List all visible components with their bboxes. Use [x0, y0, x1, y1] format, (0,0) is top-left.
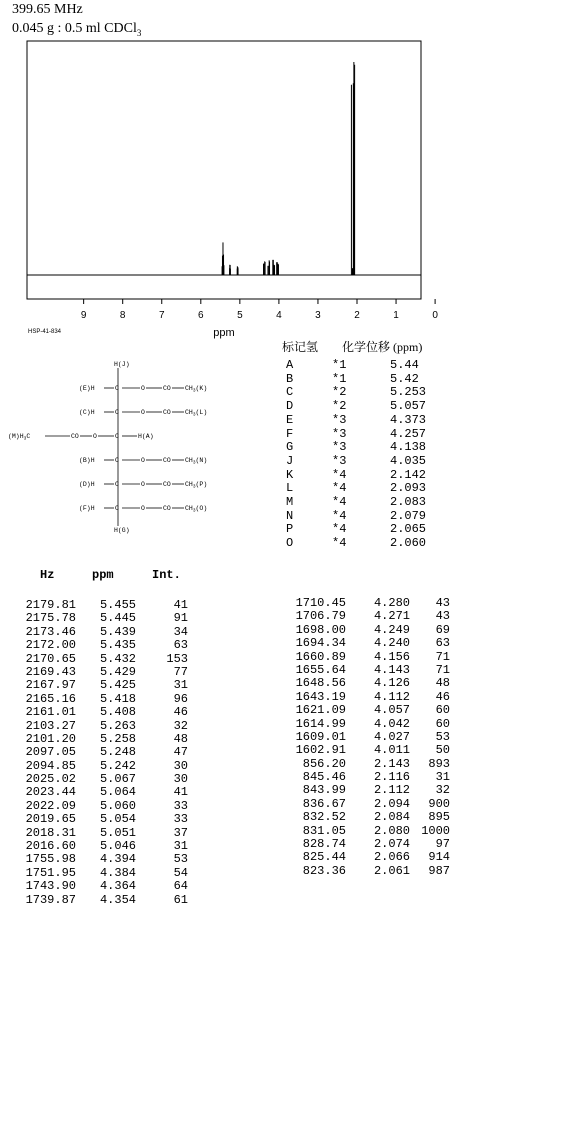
x-tick-label: 9: [80, 310, 87, 321]
label-hj: H(J): [114, 361, 130, 368]
peak-hz: 2094.85: [25, 758, 76, 773]
header-ppm: ppm: [92, 568, 114, 582]
peak-row: [0, 678, 200, 691]
peak-hz: 2175.78: [25, 611, 76, 626]
peak-hz: 856.20: [302, 756, 346, 771]
peak-row: [0, 598, 200, 611]
peak-row: [270, 864, 450, 877]
header-hz: Hz: [40, 568, 55, 582]
assignment-group: *3: [332, 440, 347, 455]
peak-hz: 2101.20: [25, 731, 76, 746]
peak-int: 71: [435, 662, 450, 677]
label-k: (K): [195, 385, 208, 392]
m-carbon: C: [26, 433, 31, 440]
group-co-c: CO: [163, 409, 171, 416]
assignment-shift: 2.060: [390, 536, 427, 551]
peak-ppm: 5.429: [99, 664, 136, 679]
peak-int: 48: [435, 676, 450, 691]
assignment-header-proton: 标记氢: [282, 340, 319, 354]
peak-row: [270, 663, 450, 676]
peak-row: [0, 719, 200, 732]
peak-row: [270, 810, 450, 823]
peak-ppm: 4.249: [373, 622, 410, 637]
peak-ppm: 5.263: [99, 718, 136, 733]
assignment-label: G: [286, 440, 294, 455]
atom-o-m: O: [93, 433, 97, 440]
peak-int: 54: [173, 865, 188, 880]
assignment-header-shift: 化学位移 (ppm): [342, 340, 423, 354]
assignment-label: F: [286, 426, 294, 441]
peak-hz: 2169.43: [25, 664, 76, 679]
assignment-group: *1: [332, 371, 347, 386]
x-tick-label: 1: [393, 310, 399, 321]
group-h3c-m: [8, 433, 30, 442]
peak-hz: 2172.00: [25, 638, 76, 653]
ch-text: CH: [185, 481, 193, 488]
peak-row: [0, 611, 200, 624]
peak-int: 71: [435, 649, 450, 664]
peak-ppm: 4.354: [99, 892, 136, 907]
label-o: (O): [195, 505, 208, 512]
peak-int: 60: [435, 703, 450, 718]
group-ch3-p: [185, 481, 207, 490]
assignment-shift: 5.057: [390, 399, 427, 414]
peak-ppm: 5.425: [99, 678, 136, 693]
peak-row: [270, 757, 450, 770]
atom-c-f: C: [115, 505, 119, 512]
assignment-label: K: [286, 467, 294, 482]
group-co-d: CO: [163, 481, 171, 488]
assignment-group: *4: [332, 522, 347, 537]
peak-int: 895: [428, 810, 450, 825]
peak-hz: 1643.19: [295, 689, 346, 704]
peak-row: [0, 785, 200, 798]
peak-ppm: 2.112: [373, 783, 410, 798]
peak-int: 31: [173, 839, 188, 854]
atom-o-c: O: [141, 409, 145, 416]
peak-row: [0, 625, 200, 638]
peak-int: 30: [173, 772, 188, 787]
peak-hz: 845.46: [302, 770, 346, 785]
peak-hz: 2167.97: [25, 678, 76, 693]
assignment-shift: 5.42: [390, 371, 419, 386]
peak-row: [270, 743, 450, 756]
group-ch3-o: [185, 505, 207, 514]
group-ch3-k: [185, 385, 207, 394]
peak-row: [270, 703, 450, 716]
peak-int: 77: [173, 664, 188, 679]
label-n: (N): [195, 457, 208, 464]
peak-row: [270, 596, 450, 609]
peak-row: [0, 772, 200, 785]
peak-row: [0, 665, 200, 678]
assignment-group: *4: [332, 536, 347, 551]
label-m: (M)H: [8, 433, 24, 440]
peak-row: [0, 652, 200, 665]
peak-ppm: 5.435: [99, 638, 136, 653]
peak-int: 50: [435, 743, 450, 758]
peak-hz: 1648.56: [295, 676, 346, 691]
peak-hz: 1614.99: [295, 716, 346, 731]
peak-hz: 1710.45: [295, 596, 346, 610]
peak-ppm: 5.242: [99, 758, 136, 773]
peak-ppm: 5.248: [99, 745, 136, 760]
atom-o-b: O: [141, 457, 145, 464]
peak-ppm: 5.432: [99, 651, 136, 666]
peak-ppm: 2.061: [373, 863, 410, 878]
atom-c-e: C: [115, 385, 119, 392]
group-ch3-n: [185, 457, 207, 466]
x-tick-label: 8: [119, 310, 126, 321]
x-tick-label: 0: [432, 310, 438, 321]
x-tick-label: 7: [158, 310, 165, 321]
peak-ppm: 4.011: [373, 743, 410, 758]
assignment-shift: 2.093: [390, 481, 427, 496]
peak-ppm: 2.116: [373, 770, 410, 785]
assignment-shift: 2.142: [390, 467, 427, 482]
peak-row: [0, 692, 200, 705]
assignment-shift: 2.079: [390, 508, 427, 523]
peak-int: 33: [173, 812, 188, 827]
peak-hz: 2016.60: [25, 839, 76, 854]
label-d: (D)H: [79, 481, 95, 488]
peak-hz: 1739.87: [25, 892, 76, 907]
peak-int: 900: [428, 796, 450, 811]
peak-ppm: 4.112: [373, 689, 410, 704]
peak-ppm: 5.067: [99, 772, 136, 787]
peak-hz: 1660.89: [295, 649, 346, 664]
assignment-shift: 4.257: [390, 426, 427, 441]
atom-c-d: C: [115, 481, 119, 488]
x-tick-label: 3: [315, 310, 321, 321]
peak-ppm: 2.094: [373, 796, 410, 811]
group-co-f: CO: [163, 505, 171, 512]
assignment-label: D: [286, 399, 294, 414]
assignment-group: *3: [332, 453, 347, 468]
peak-row: [270, 730, 450, 743]
peak-row: [270, 717, 450, 730]
peak-int: 47: [173, 745, 188, 760]
assignment-group: *2: [332, 399, 347, 414]
sub-3: 3: [192, 484, 196, 490]
atom-c-b: C: [115, 457, 119, 464]
assignment-shift: 5.253: [390, 385, 427, 400]
assignment-label: M: [286, 495, 294, 509]
atom-c-c: C: [115, 409, 119, 416]
assignment-label: L: [286, 481, 294, 496]
x-tick-label: 2: [354, 310, 360, 321]
peak-hz: 2165.16: [25, 691, 76, 706]
peak-ppm: 5.051: [99, 825, 136, 840]
peak-ppm: 5.408: [99, 705, 136, 720]
assignment-label: O: [286, 536, 294, 551]
peak-hz: 2170.65: [25, 651, 76, 666]
peak-row: [0, 852, 200, 865]
peak-row: [0, 745, 200, 758]
peak-row: [270, 609, 450, 622]
peak-int: 46: [435, 689, 450, 704]
sub-3: 3: [192, 388, 196, 394]
group-co-b: CO: [163, 457, 171, 464]
peak-int: 43: [435, 596, 450, 610]
peak-int: 31: [173, 678, 188, 693]
peak-ppm: 4.394: [99, 852, 136, 867]
peak-row: [270, 783, 450, 796]
x-tick-label: 6: [198, 310, 204, 321]
ch-text: CH: [185, 457, 193, 464]
label-l: (L): [195, 409, 208, 416]
peak-int: 63: [173, 638, 188, 653]
peak-row: [270, 623, 450, 636]
peak-row: [0, 866, 200, 879]
peak-int: 914: [428, 850, 450, 865]
assignment-group: *4: [332, 481, 347, 496]
peak-hz: 1751.95: [25, 865, 76, 880]
peak-int: 64: [173, 879, 188, 894]
assignment-shift: 4.035: [390, 453, 427, 468]
assignment-group: *3: [332, 412, 347, 427]
peak-row: [270, 690, 450, 703]
peak-row: [270, 636, 450, 649]
peak-ppm: 2.143: [373, 756, 410, 771]
peak-int: 60: [435, 716, 450, 731]
atom-c-a: C: [115, 433, 119, 440]
peak-hz: 1706.79: [295, 609, 346, 624]
x-axis-label: ppm: [213, 327, 235, 339]
assignment-group: *4: [332, 495, 347, 509]
peak-ppm: 4.280: [373, 596, 410, 610]
peak-row: [270, 837, 450, 850]
peak-row: [0, 893, 200, 906]
peak-int: 53: [173, 852, 188, 867]
atom-o-f: O: [141, 505, 145, 512]
x-axis-ticks: [81, 299, 438, 321]
x-tick-label: 5: [237, 310, 243, 321]
peak-ppm: 5.455: [99, 598, 136, 612]
peak-hz: 843.99: [302, 783, 346, 798]
peak-row: [270, 676, 450, 689]
peak-hz: 1609.01: [295, 729, 346, 744]
peak-hz: 1698.00: [295, 622, 346, 637]
peak-ppm: 4.364: [99, 879, 136, 894]
peak-int: 53: [435, 729, 450, 744]
label-f: (F)H: [79, 505, 95, 512]
assignment-group: *3: [332, 426, 347, 441]
peak-int: 987: [428, 863, 450, 878]
atom-o-e: O: [141, 385, 145, 392]
sub-3: 3: [192, 412, 196, 418]
assignment-group: *4: [332, 508, 347, 523]
peak-hz: 831.05: [302, 823, 346, 838]
peak-hz: 1621.09: [295, 703, 346, 718]
sub-3: 3: [23, 436, 27, 442]
peak-row: [0, 705, 200, 718]
peak-ppm: 4.057: [373, 703, 410, 718]
peak-int: 893: [428, 756, 450, 771]
sample-text: 0.045 g : 0.5 ml CDCl: [12, 21, 137, 36]
ch-text: CH: [185, 385, 193, 392]
group-co-e: CO: [163, 385, 171, 392]
peak-ppm: 5.439: [99, 624, 136, 639]
assignment-label: C: [286, 385, 294, 400]
peak-int: 30: [173, 758, 188, 773]
ch-text: CH: [185, 505, 193, 512]
peak-row: [270, 850, 450, 863]
peak-int: 41: [173, 598, 188, 612]
assignment-shift: 2.065: [390, 522, 427, 537]
peak-row: [0, 812, 200, 825]
peak-marks: [222, 62, 355, 275]
peak-row: [270, 650, 450, 663]
peak-row: [270, 770, 450, 783]
peak-int: 91: [173, 611, 188, 626]
assignment-label: A: [286, 358, 294, 372]
label-ha: H(A): [138, 433, 154, 440]
peak-ppm: 4.042: [373, 716, 410, 731]
peak-ppm: 2.080: [373, 823, 410, 838]
peak-int: 63: [435, 636, 450, 651]
peak-row: [0, 879, 200, 892]
peak-int: 1000: [421, 823, 450, 838]
peak-hz: 832.52: [302, 810, 346, 825]
assignment-shift: 2.083: [390, 495, 427, 509]
peak-hz: 2097.05: [25, 745, 76, 760]
assignment-group: *4: [332, 467, 347, 482]
peak-ppm: 4.240: [373, 636, 410, 651]
header-int: Int.: [152, 568, 181, 582]
peak-int: 46: [173, 705, 188, 720]
peak-hz: 2179.81: [25, 598, 76, 612]
peak-int: 96: [173, 691, 188, 706]
peak-row: [0, 638, 200, 651]
label-hg: H(G): [114, 527, 130, 534]
assignment-shift: 5.44: [390, 358, 419, 372]
peak-hz: 825.44: [302, 850, 346, 865]
peak-ppm: 5.060: [99, 798, 136, 813]
peak-ppm: 4.271: [373, 609, 410, 624]
peak-int: 43: [435, 609, 450, 624]
spectrometer-frequency: 399.65 MHz: [12, 2, 83, 17]
assignment-group: *1: [332, 358, 347, 372]
label-b: (B)H: [79, 457, 95, 464]
group-co-m: CO: [71, 433, 79, 440]
peak-row: [0, 799, 200, 812]
peak-hz: 2018.31: [25, 825, 76, 840]
assignment-label: N: [286, 508, 294, 523]
x-tick-label: 4: [276, 310, 282, 321]
peak-row: [270, 824, 450, 837]
peak-ppm: 4.156: [373, 649, 410, 664]
peak-hz: 836.67: [302, 796, 346, 811]
peak-hz: 2022.09: [25, 798, 76, 813]
peak-ppm: 4.384: [99, 865, 136, 880]
sample-subscript: 3: [136, 27, 142, 38]
peak-row: [0, 759, 200, 772]
peak-hz: 1602.91: [295, 743, 346, 758]
peak-ppm: 4.143: [373, 662, 410, 677]
group-ch3-l: [185, 409, 207, 418]
peak-hz: 1694.34: [295, 636, 346, 651]
label-e: (E)H: [79, 385, 95, 392]
peak-hz: 2025.02: [25, 772, 76, 787]
peak-int: 69: [435, 622, 450, 637]
peak-int: 41: [173, 785, 188, 800]
molecular-structure: [0, 350, 280, 550]
peak-ppm: 5.258: [99, 731, 136, 746]
peak-ppm: 4.126: [373, 676, 410, 691]
peak-hz: 2173.46: [25, 624, 76, 639]
peak-row: [0, 732, 200, 745]
peak-ppm: 2.066: [373, 850, 410, 865]
assignment-label: E: [286, 412, 294, 427]
peak-ppm: 5.054: [99, 812, 136, 827]
peak-int: 34: [173, 624, 188, 639]
label-c: (C)H: [79, 409, 95, 416]
peak-hz: 1755.98: [25, 852, 76, 867]
peak-hz: 828.74: [302, 837, 346, 852]
peak-ppm: 5.418: [99, 691, 136, 706]
assignment-label: B: [286, 371, 294, 386]
atom-o-d: O: [141, 481, 145, 488]
peak-int: 97: [435, 837, 450, 852]
peak-hz: 823.36: [302, 863, 346, 878]
sub-3: 3: [192, 460, 196, 466]
peak-int: 33: [173, 798, 188, 813]
peak-hz: 2103.27: [25, 718, 76, 733]
peak-row: [0, 826, 200, 839]
peak-list-left: [0, 598, 200, 906]
peak-int: 32: [435, 783, 450, 798]
assignment-label: P: [286, 522, 294, 537]
assignment-shift: 4.138: [390, 440, 427, 455]
peak-int: 61: [173, 892, 188, 907]
peak-hz: 2161.01: [25, 705, 76, 720]
assignment-label: J: [286, 453, 294, 468]
peak-ppm: 4.027: [373, 729, 410, 744]
peak-int: 153: [166, 651, 188, 666]
peak-ppm: 5.046: [99, 839, 136, 854]
peak-int: 32: [173, 718, 188, 733]
compound-code: HSP-41-834: [28, 329, 62, 335]
peak-list-right: [270, 596, 450, 877]
peak-int: 37: [173, 825, 188, 840]
peak-ppm: 5.064: [99, 785, 136, 800]
peak-int: 31: [435, 770, 450, 785]
peak-hz: 2019.65: [25, 812, 76, 827]
peak-int: 48: [173, 731, 188, 746]
peak-ppm: 2.084: [373, 810, 410, 825]
peak-hz: 1743.90: [25, 879, 76, 894]
peak-ppm: 5.445: [99, 611, 136, 626]
peak-row: [0, 839, 200, 852]
assignment-shift: 4.373: [390, 412, 427, 427]
nmr-spectrum-chart: [0, 0, 570, 340]
assignment-group: *2: [332, 385, 347, 400]
peak-hz: 2023.44: [25, 785, 76, 800]
peak-ppm: 2.074: [373, 837, 410, 852]
peak-hz: 1655.64: [295, 662, 346, 677]
ch-text: CH: [185, 409, 193, 416]
peak-row: [270, 797, 450, 810]
label-p: (P): [195, 481, 208, 488]
sub-3: 3: [192, 508, 196, 514]
